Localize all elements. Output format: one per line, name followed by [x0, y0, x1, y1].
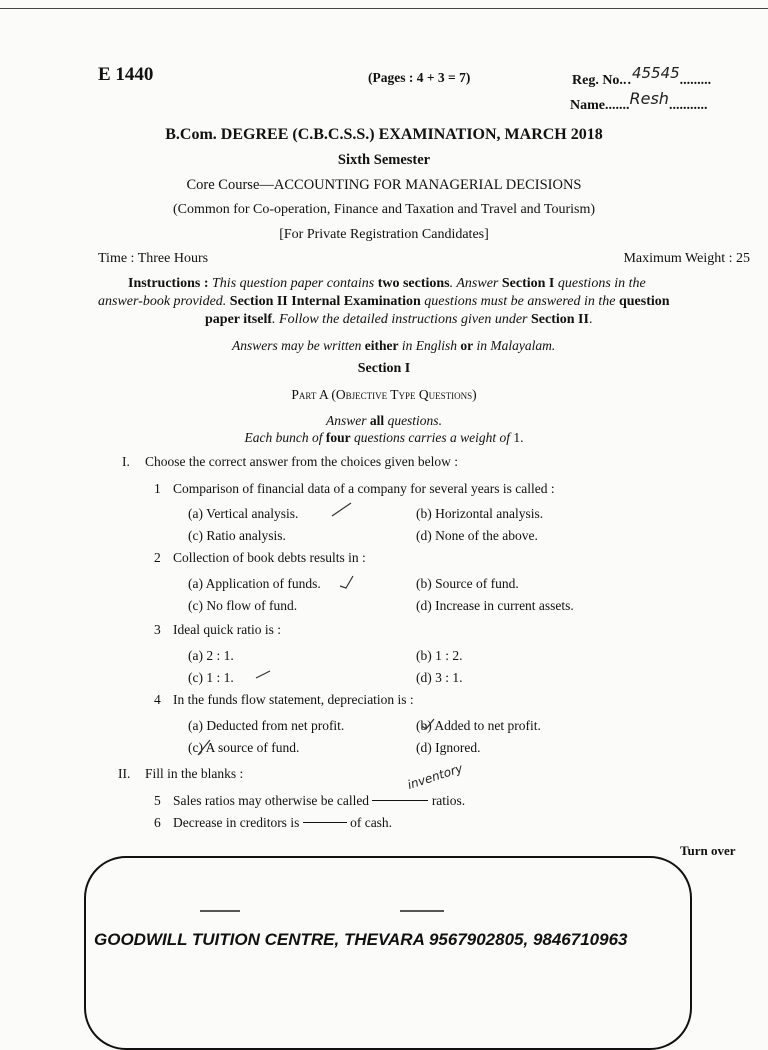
question-text: Sales ratios may otherwise be called ratios.: [173, 793, 466, 808]
time-allowed: Time : Three Hours: [98, 251, 209, 266]
semester: Sixth Semester: [337, 152, 431, 168]
language-note: Answers may be written either in English or in Malayalam.: [232, 338, 556, 353]
course-name: Core Course—ACCOUNTING FOR MANAGERIAL DECISIONS: [186, 177, 582, 193]
exam-title: B.Com. DEGREE (C.B.C.S.S.) EXAMINATION, MARCH 2018: [165, 126, 603, 143]
option-a: (a) Deducted from net profit.: [188, 718, 345, 733]
option-b: (b) Added to net profit.: [416, 718, 541, 733]
section-title: Section I: [357, 361, 411, 376]
blank-line: [303, 822, 347, 823]
name-label: Name: [570, 98, 605, 113]
max-weight: Maximum Weight : 25: [623, 251, 750, 266]
turn-over: Turn over: [680, 843, 736, 858]
instructions-label: Instructions :: [128, 276, 213, 291]
decorative-dash: [200, 910, 240, 912]
option-d: (d) Ignored.: [416, 740, 481, 755]
question-text: In the funds flow statement, depreciation is :: [173, 692, 414, 707]
reg-no-handwritten: 45545: [631, 64, 680, 82]
option-c: (c) Ratio analysis.: [188, 528, 286, 543]
option-b: (b) Source of fund.: [416, 576, 519, 591]
top-scan-line: [0, 8, 768, 9]
option-a: (a) 2 : 1.: [188, 648, 234, 663]
name-handwritten: Resh: [629, 89, 669, 108]
blank-line: [372, 800, 428, 801]
question-number: 6: [154, 815, 161, 830]
part-1-instruction: Choose the correct answer from the choices given below :: [145, 454, 459, 469]
part-title: Part A (Objective Type Questions): [291, 387, 477, 402]
tick-mark: [420, 716, 440, 734]
common-note: (Common for Co-operation, Finance and Taxation and Travel and Tourism): [172, 202, 596, 217]
question-number: 5: [154, 793, 161, 808]
option-b: (b) Horizontal analysis.: [416, 506, 544, 521]
question-number: 1: [154, 481, 161, 496]
option-d: (d) 3 : 1.: [416, 670, 463, 685]
question-text: Collection of book debts results in :: [173, 550, 366, 565]
question-number: 3: [154, 622, 161, 637]
instructions-line-3: paper itself. Follow the detailed instructions given under Section II.: [205, 312, 593, 327]
answer-all-note: Answer all questions.: [326, 413, 442, 428]
tick-mark: [338, 574, 358, 592]
instructions-line-1: Instructions : This question paper contains two sections. Answer Section I questions in the: [128, 276, 646, 291]
question-number: 2: [154, 550, 161, 565]
question-text: Comparison of financial data of a company for several years is called :: [173, 481, 555, 496]
option-b: (b) 1 : 2.: [416, 648, 463, 663]
option-d: (d) Increase in current assets.: [416, 598, 574, 613]
name-field: Name.......Resh...........: [570, 89, 708, 113]
part-1-number: I.: [122, 454, 130, 469]
option-a: (a) Vertical analysis.: [188, 506, 299, 521]
instructions-line-2: answer-book provided. Section II Internal Examination questions must be answered in the question: [98, 294, 670, 309]
option-c: (c) 1 : 1.: [188, 670, 234, 685]
option-d: (d) None of the above.: [416, 528, 538, 543]
question-text: Ideal quick ratio is :: [173, 622, 281, 637]
footer-text: GOODWILL TUITION CENTRE, THEVARA 9567902805, 9846710963: [94, 930, 628, 949]
tick-mark: [254, 668, 274, 682]
option-c: (c) A source of fund.: [188, 740, 300, 755]
part-2-instruction: Fill in the blanks :: [145, 766, 244, 781]
private-note: [For Private Registration Candidates]: [279, 227, 489, 242]
page-count: (Pages : 4 + 3 = 7): [368, 70, 471, 85]
part-2-number: II.: [118, 766, 131, 781]
tick-mark: [330, 500, 354, 520]
tick-mark: [194, 738, 214, 758]
handwritten-answer: inventory: [405, 761, 465, 792]
option-c: (c) No flow of fund.: [188, 598, 298, 613]
weight-note: Each bunch of four questions carries a weight of 1.: [244, 430, 524, 445]
footer-stamp-box: [84, 856, 692, 1050]
decorative-dash: [400, 910, 444, 912]
reg-no-label: Reg. No.: [572, 73, 623, 88]
option-a: (a) Application of funds.: [188, 576, 321, 591]
question-text: Decrease in creditors is of cash.: [173, 815, 393, 830]
reg-no-field: Reg. No...45545.........: [572, 64, 712, 88]
exam-code: E 1440: [98, 64, 154, 85]
question-number: 4: [154, 692, 161, 707]
